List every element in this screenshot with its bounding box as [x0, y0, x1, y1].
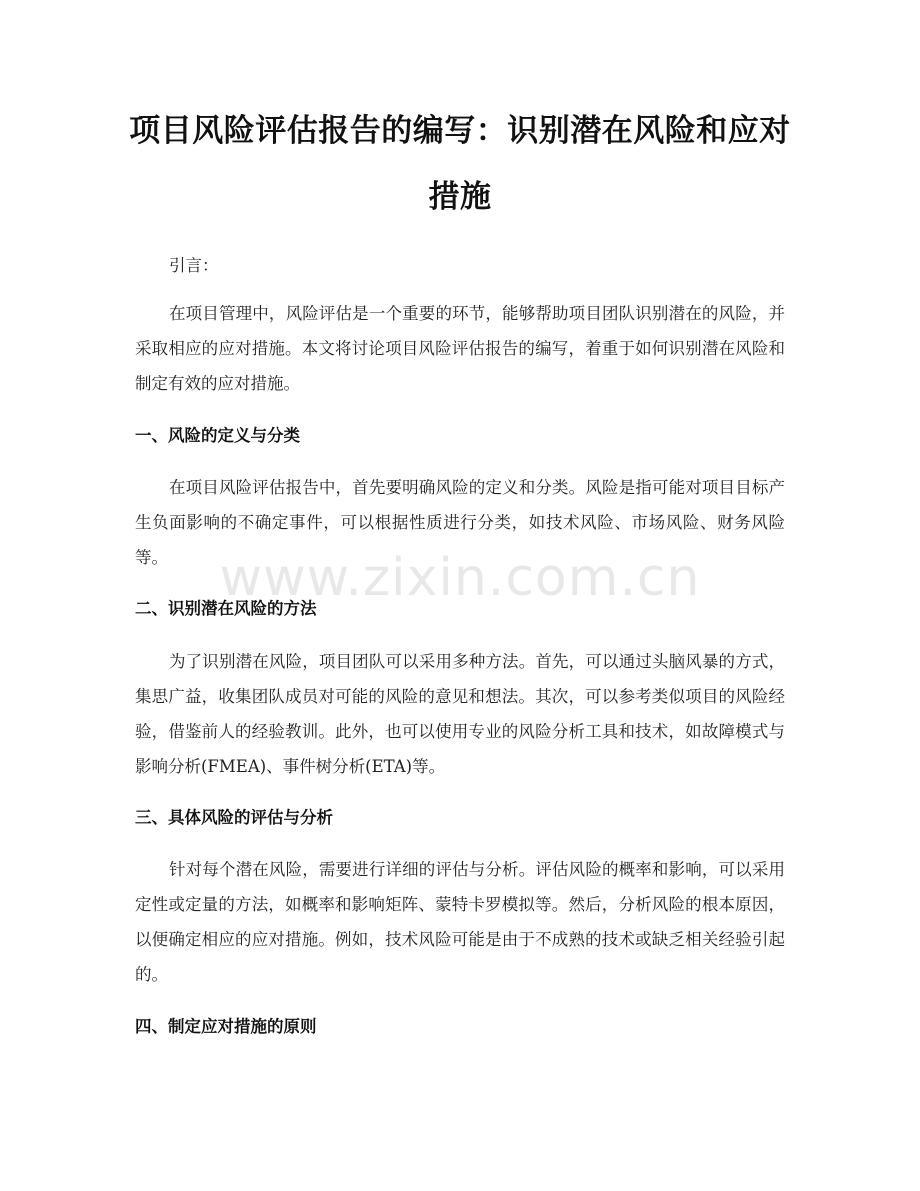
document-title: 项目风险评估报告的编写：识别潜在风险和应对措施	[129, 113, 791, 215]
section-3-paragraph: 针对每个潜在风险，需要进行详细的评估与分析。评估风险的概率和影响，可以采用定性或定量的方法，如概率和影响矩阵、蒙特卡罗模拟等。然后，分析风险的根本原因，以便确定相应的应对措施。例如，技术风险可能是由于不成熟的技术或缺乏相关经验引起的。	[135, 860, 785, 984]
section-1-heading: 一、风险的定义与分类	[135, 426, 300, 445]
intro-paragraph: 在项目管理中，风险评估是一个重要的环节，能够帮助项目团队识别潜在的风险，并采取相应的应对措施。本文将讨论项目风险评估报告的编写，着重于如何识别潜在风险和制定有效的应对措施。	[135, 304, 785, 393]
section-3-heading: 三、具体风险的评估与分析	[135, 808, 333, 827]
section-2-paragraph: 为了识别潜在风险，项目团队可以采用多种方法。首先，可以通过头脑风暴的方式，集思广益，收集团队成员对可能的风险的意见和想法。其次，可以参考类似项目的风险经验，借鉴前人的经验教训。此外，也可以使用专业的风险分析工具和技术，如故障模式与影响分析(FMEA)、事件树分析(ETA)等。	[135, 652, 785, 776]
section-2-heading: 二、识别潜在风险的方法	[135, 599, 317, 618]
section-4-heading: 四、制定应对措施的原则	[135, 1017, 317, 1036]
section-1-paragraph: 在项目风险评估报告中，首先要明确风险的定义和分类。风险是指可能对项目目标产生负面影响的不确定事件，可以根据性质进行分类，如技术风险、市场风险、财务风险等。	[135, 478, 785, 567]
intro-label: 引言：	[169, 256, 219, 275]
watermark-text: www.zixin.com.cn	[219, 548, 701, 608]
